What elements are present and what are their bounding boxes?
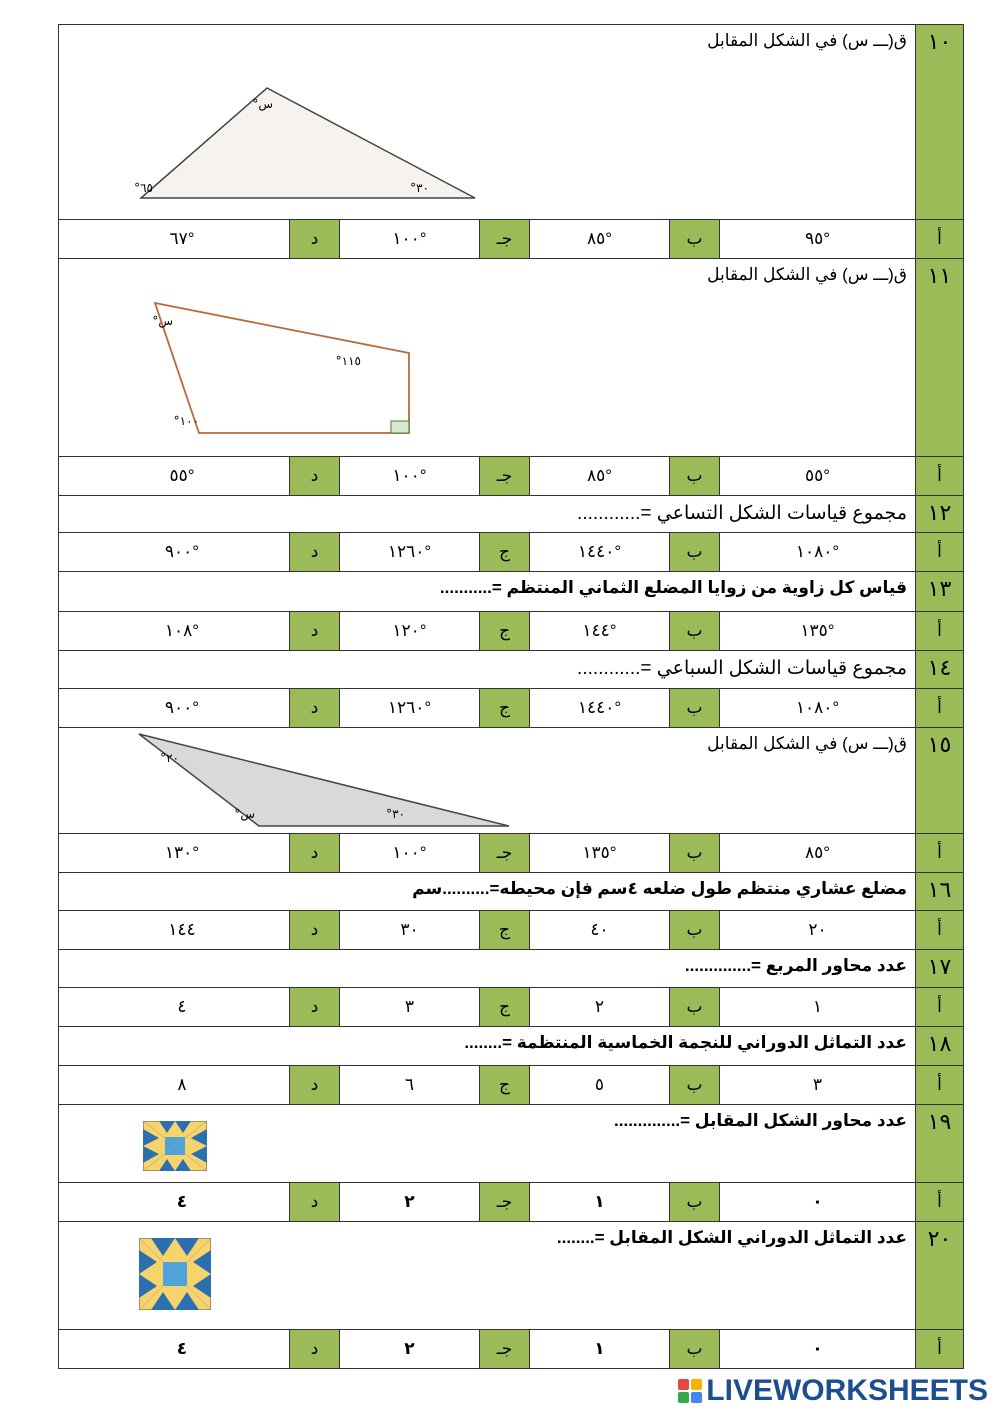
question-number: ٢٠ xyxy=(915,1222,963,1329)
question-text: عدد التماثل الدوراني للنجمة الخماسية المنتظمة =........ xyxy=(464,1033,907,1052)
option-a[interactable]: ١٠٨٠° xyxy=(719,533,915,571)
option-d[interactable]: ٦٧° xyxy=(169,229,195,248)
option-letter-a: أ xyxy=(915,834,963,872)
answer-row xyxy=(58,988,964,1027)
triangle-figure xyxy=(135,730,515,830)
question-number: ١٤ xyxy=(915,651,963,688)
question-row xyxy=(58,728,964,834)
question-body xyxy=(59,572,915,611)
answer-row xyxy=(58,834,964,873)
option-a[interactable]: ١٣٥° xyxy=(719,612,915,650)
option-letter-a: أ xyxy=(915,1183,963,1221)
option-letter-c: جـ xyxy=(479,457,529,495)
option-a[interactable]: ٨٥° xyxy=(719,834,915,872)
angle-1-label: ١١٥° xyxy=(335,354,361,368)
question-text: عدد التماثل الدوراني الشكل المقابل =........ xyxy=(556,1228,907,1247)
option-c[interactable]: ٣٠ xyxy=(339,911,479,949)
question-number: ١٦ xyxy=(915,873,963,910)
question-row xyxy=(58,873,964,911)
option-b[interactable]: ١٣٥° xyxy=(529,834,669,872)
option-letter-b: ب xyxy=(669,612,719,650)
answer-row xyxy=(58,1066,964,1105)
option-letter-a: أ xyxy=(915,533,963,571)
option-d[interactable]: ٩٠٠° xyxy=(164,542,200,561)
question-number: ١١ xyxy=(915,259,963,456)
option-letter-a: أ xyxy=(915,612,963,650)
option-b[interactable]: ١٤٤٠° xyxy=(529,533,669,571)
option-c[interactable]: ٢ xyxy=(339,1183,479,1221)
question-row xyxy=(58,496,964,533)
answer-row xyxy=(58,612,964,651)
option-c[interactable]: ٦ xyxy=(339,1066,479,1104)
worksheet xyxy=(58,24,964,1369)
option-a[interactable]: ١ xyxy=(719,988,915,1026)
option-letter-d: د xyxy=(289,220,339,258)
option-c[interactable]: ١٠٠° xyxy=(339,834,479,872)
option-b[interactable]: ١٤٤٠° xyxy=(529,689,669,727)
logo-icon xyxy=(678,1379,702,1403)
option-letter-d: د xyxy=(289,1183,339,1221)
question-number: ١٠ xyxy=(915,25,963,219)
angle-2-label: ٣٠° xyxy=(386,807,405,821)
angle-x-label: س° xyxy=(152,314,173,328)
question-text: مجموع قياسات الشكل التساعي =............ xyxy=(577,503,907,524)
option-letter-d: د xyxy=(289,457,339,495)
option-letter-a: أ xyxy=(915,1066,963,1104)
question-text: ق(ـــ س) في الشكل المقابل xyxy=(707,31,907,50)
option-d[interactable]: ٤ xyxy=(176,1192,188,1211)
liveworksheets-logo[interactable] xyxy=(678,1374,988,1408)
answer-row xyxy=(58,689,964,728)
option-a[interactable]: ٥٥° xyxy=(719,457,915,495)
option-letter-c: ج xyxy=(479,689,529,727)
option-letter-c: جـ xyxy=(479,1330,529,1368)
option-letter-a: أ xyxy=(915,1330,963,1368)
answer-row xyxy=(58,1330,964,1369)
option-letter-d: د xyxy=(289,911,339,949)
option-b[interactable]: ٢ xyxy=(529,988,669,1026)
option-letter-c: ج xyxy=(479,533,529,571)
option-d[interactable]: ٤ xyxy=(176,1339,188,1358)
question-body xyxy=(59,651,915,688)
option-d[interactable]: ١٤٤ xyxy=(168,920,196,939)
option-letter-b: ب xyxy=(669,533,719,571)
quilt-pattern-figure xyxy=(143,1121,207,1171)
answer-row xyxy=(58,457,964,496)
question-row xyxy=(58,259,964,457)
option-letter-c: جـ xyxy=(479,834,529,872)
question-body xyxy=(59,728,915,833)
logo-text: LIVEWORKSHEETS xyxy=(706,1374,988,1407)
question-row xyxy=(58,1105,964,1183)
question-body xyxy=(59,873,915,910)
option-letter-d: د xyxy=(289,612,339,650)
option-a[interactable]: ١٠٨٠° xyxy=(719,689,915,727)
question-text: ق(ـــ س) في الشكل المقابل xyxy=(707,265,907,284)
option-letter-d: د xyxy=(289,988,339,1026)
answer-row xyxy=(58,911,964,950)
option-letter-d: د xyxy=(289,834,339,872)
angle-1-label: ٦٥° xyxy=(134,181,153,195)
option-b[interactable]: ١ xyxy=(529,1330,669,1368)
quadrilateral-figure xyxy=(149,297,419,442)
option-letter-c: جـ xyxy=(479,1183,529,1221)
question-number: ١٨ xyxy=(915,1027,963,1065)
option-letter-a: أ xyxy=(915,689,963,727)
option-b[interactable]: ٨٥° xyxy=(529,457,669,495)
option-letter-a: أ xyxy=(915,988,963,1026)
answer-row xyxy=(58,220,964,259)
question-body xyxy=(59,259,915,456)
question-text: مضلع عشاري منتظم طول ضلعه ٤سم فإن محيطه=..........سم xyxy=(412,879,907,898)
option-c[interactable]: ٢ xyxy=(339,1330,479,1368)
question-number: ١٢ xyxy=(915,496,963,532)
angle-2-label: ٣٠° xyxy=(410,181,429,195)
option-d[interactable]: ١٣٠° xyxy=(164,843,200,862)
option-b[interactable]: ٤٠ xyxy=(529,911,669,949)
option-letter-b: ب xyxy=(669,457,719,495)
question-body xyxy=(59,1027,915,1065)
question-body xyxy=(59,1105,915,1182)
option-d[interactable]: ١٠٨° xyxy=(164,621,200,640)
question-row xyxy=(58,572,964,612)
option-letter-b: ب xyxy=(669,1066,719,1104)
question-text: عدد محاور الشكل المقابل =.............. xyxy=(614,1111,907,1130)
option-b[interactable]: ١٤٤° xyxy=(529,612,669,650)
option-letter-b: ب xyxy=(669,834,719,872)
option-letter-b: ب xyxy=(669,1330,719,1368)
question-number: ١٧ xyxy=(915,950,963,987)
option-letter-b: ب xyxy=(669,1183,719,1221)
question-text: مجموع قياسات الشكل السباعي =............ xyxy=(577,658,907,679)
option-a[interactable]: ٣ xyxy=(719,1066,915,1104)
question-body xyxy=(59,496,915,532)
option-letter-c: ج xyxy=(479,612,529,650)
option-letter-d: د xyxy=(289,1330,339,1368)
option-letter-b: ب xyxy=(669,911,719,949)
option-letter-c: ج xyxy=(479,911,529,949)
question-row xyxy=(58,950,964,988)
option-b[interactable]: ١ xyxy=(529,1183,669,1221)
question-body xyxy=(59,25,915,219)
question-body xyxy=(59,950,915,987)
option-c[interactable]: ١٢٦٠° xyxy=(339,533,479,571)
angle-x-label: س° xyxy=(252,97,273,111)
option-c[interactable]: ١٢٠° xyxy=(339,612,479,650)
quilt-pattern-figure xyxy=(139,1238,211,1310)
option-letter-d: د xyxy=(289,533,339,571)
option-a[interactable]: ٩٥° xyxy=(719,220,915,258)
option-c[interactable]: ١٢٦٠° xyxy=(339,689,479,727)
option-c[interactable]: ١٠٠° xyxy=(339,220,479,258)
question-row xyxy=(58,651,964,689)
option-letter-a: أ xyxy=(915,911,963,949)
option-b[interactable]: ٥ xyxy=(529,1066,669,1104)
option-letter-b: ب xyxy=(669,988,719,1026)
option-letter-a: أ xyxy=(915,220,963,258)
option-letter-b: ب xyxy=(669,220,719,258)
question-row xyxy=(58,1027,964,1066)
option-letter-a: أ xyxy=(915,457,963,495)
question-row xyxy=(58,24,964,220)
question-number: ١٣ xyxy=(915,572,963,611)
answer-row xyxy=(58,533,964,572)
option-a[interactable]: ٠ xyxy=(719,1183,915,1221)
option-letter-c: ج xyxy=(479,1066,529,1104)
option-d[interactable]: ٥٥° xyxy=(169,466,195,485)
option-letter-b: ب xyxy=(669,689,719,727)
option-letter-d: د xyxy=(289,1066,339,1104)
option-d[interactable]: ٩٠٠° xyxy=(164,698,200,717)
option-letter-c: ج xyxy=(479,988,529,1026)
question-number: ١٥ xyxy=(915,728,963,833)
option-d[interactable]: ٤ xyxy=(177,997,187,1016)
option-a[interactable]: ٢٠ xyxy=(719,911,915,949)
option-letter-d: د xyxy=(289,689,339,727)
option-letter-c: جـ xyxy=(479,220,529,258)
question-text: عدد محاور المربع =.............. xyxy=(684,956,907,975)
answer-row xyxy=(58,1183,964,1222)
option-d[interactable]: ٨ xyxy=(177,1075,187,1094)
question-text: قياس كل زاوية من زوايا المضلع الثماني المنتظم =........... xyxy=(439,578,907,597)
angle-x-label: س° xyxy=(234,807,255,821)
triangle-figure xyxy=(133,80,483,205)
option-b[interactable]: ٨٥° xyxy=(529,220,669,258)
question-row xyxy=(58,1222,964,1330)
option-c[interactable]: ٣ xyxy=(339,988,479,1026)
angle-2-label: ١٠٠° xyxy=(173,414,199,428)
angle-1-label: ٢٠° xyxy=(160,751,179,765)
question-text: ق(ـــ س) في الشكل المقابل xyxy=(707,734,907,753)
question-body xyxy=(59,1222,915,1329)
option-c[interactable]: ١٠٠° xyxy=(339,457,479,495)
question-number: ١٩ xyxy=(915,1105,963,1182)
option-a[interactable]: ٠ xyxy=(719,1330,915,1368)
